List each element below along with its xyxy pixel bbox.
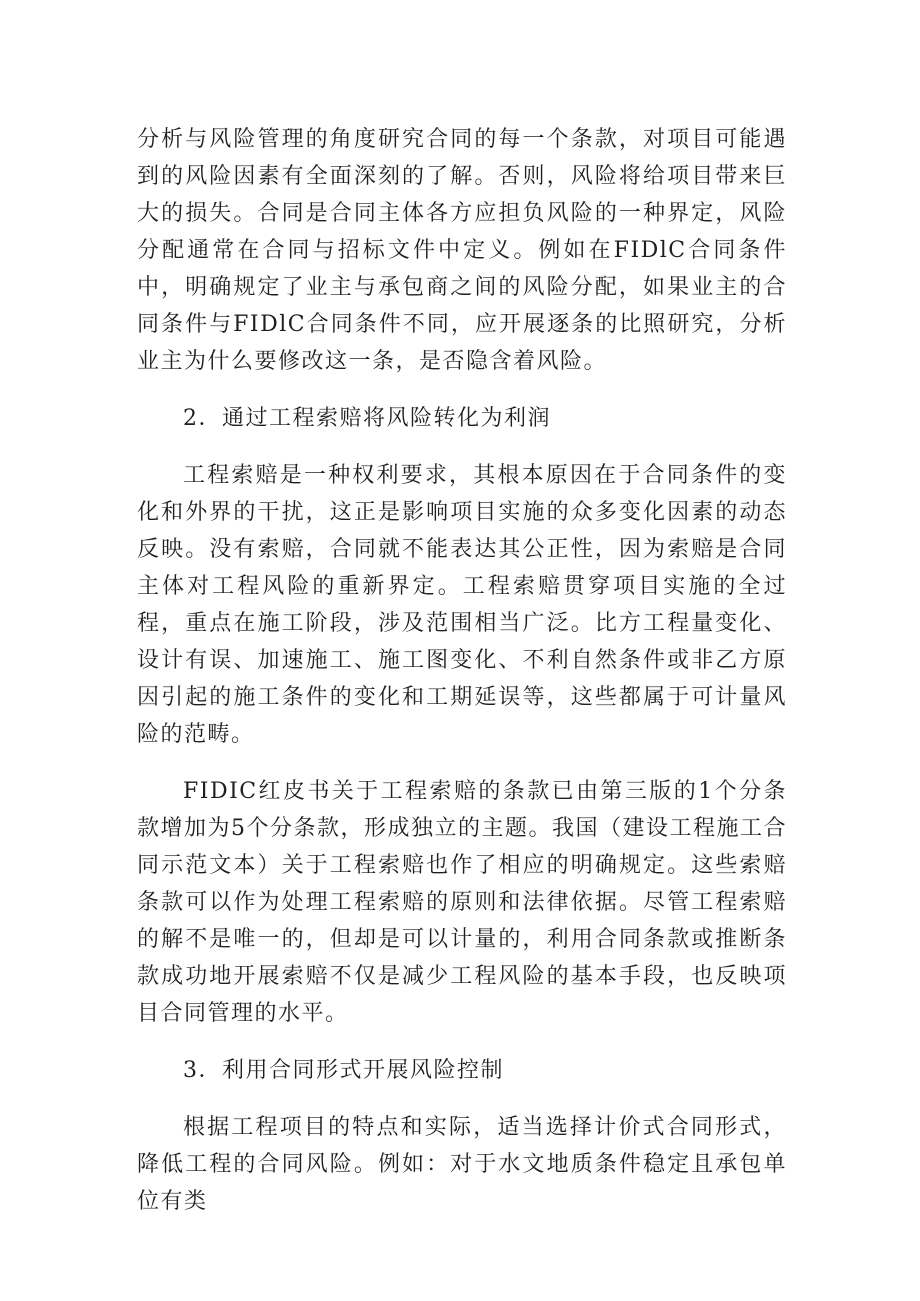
section-heading-2: 2．通过工程索赔将风险转化为利润	[183, 406, 551, 431]
paragraph-claims: 工程索赔是一种权利要求，其根本原因在于合同条件的变化和外界的干扰，这正是影响项目实施的众多变化因素的动态反映。没有索赔，合同就不能表达其公正性，因为索赔是合同主体对工程风险的重新界定。工程索赔贯穿项目实施的全过程，重点在施工阶段，涉及范围相当广泛。比方工程量变化、设计有误、加速施工、施工图变化、不利自然条件或非乙方原因引起的施工条件的变化和工期延误等，这些都属于可计量风险的范畴。	[137, 463, 787, 747]
paragraph-spacer	[137, 380, 787, 400]
paragraph-spacer	[137, 753, 787, 773]
section-heading-3: 3．利用合同形式开展风险控制	[183, 1058, 504, 1083]
paragraph-spacer	[137, 437, 787, 457]
document-body	[137, 121, 787, 1220]
paragraph-spacer	[137, 1089, 787, 1109]
paragraph-risk-analysis: 分析与风险管理的角度研究合同的每一个条款，对项目可能遇到的风险因素有全面深刻的了解。否则，风险将给项目带来巨大的损失。合同是合同主体各方应担负风险的一种界定，风险分配通常在合同与招标文件中定义。例如在FIDlC合同条件中，明确规定了业主与承包商之间的风险分配，如果业主的合同条件与FIDlC合同条件不同，应开展逐条的比照研究，分析业主为什么要修改这一条，是否隐含着风险。	[137, 127, 787, 374]
paragraph-fidic: FIDIC红皮书关于工程索赔的条款已由第三版的1个分条款增加为5个分条款，形成独立的主题。我国（建设工程施工合同示范文本）关于工程索赔也作了相应的明确规定。这些索赔条款可以作为处理工程索赔的原则和法律依据。尽管工程索赔的解不是唯一的，但却是可以计量的，利用合同条款或推断条款成功地开展索赔不仅是减少工程风险的基本手段，也反映项目合同管理的水平。	[137, 779, 787, 1026]
paragraph-spacer	[137, 1032, 787, 1052]
paragraph-contract-form: 根据工程项目的特点和实际，适当选择计价式合同形式，降低工程的合同风险。例如：对于水文地质条件稳定且承包单位有类	[137, 1115, 787, 1214]
